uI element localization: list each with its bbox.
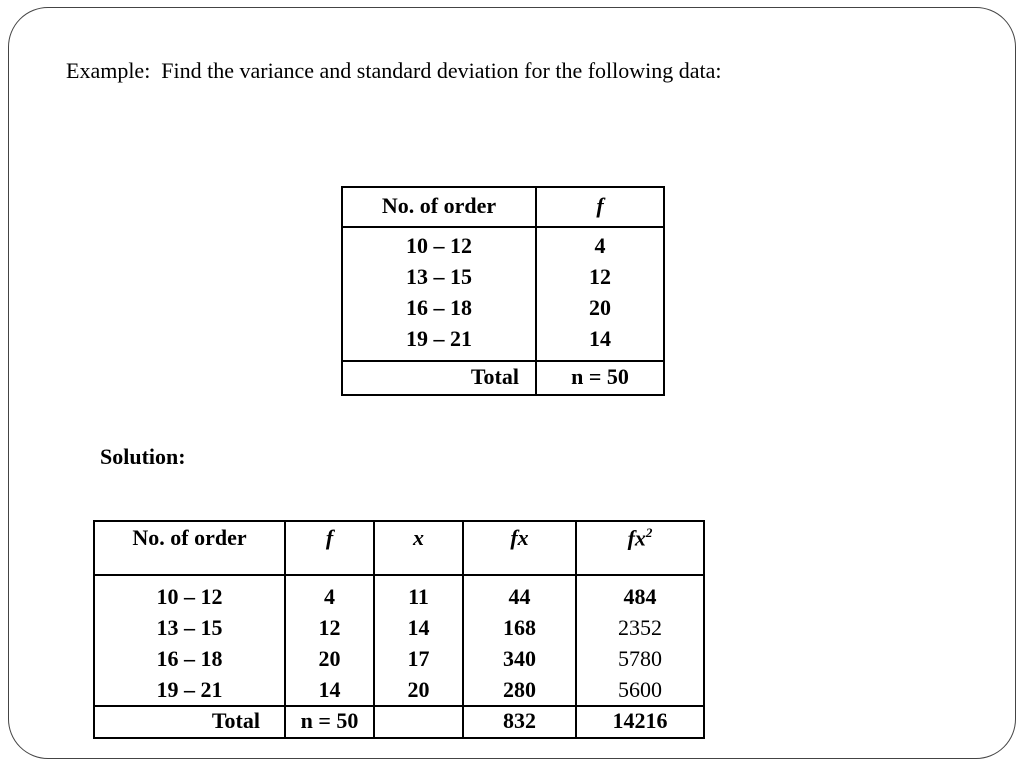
total-row <box>342 361 664 395</box>
f-cell: 12 <box>589 264 611 289</box>
total-f: n = 50 <box>285 706 374 738</box>
f-cell: 4 <box>324 584 335 609</box>
solution-table <box>93 520 705 739</box>
header-order: No. of order <box>342 187 536 227</box>
f-cell: 20 <box>318 646 341 671</box>
total-label: Total <box>94 706 285 738</box>
x-cell: 17 <box>407 646 430 671</box>
total-label: Total <box>342 361 536 395</box>
fx-cell: 44 <box>508 584 531 609</box>
fx-cell: 340 <box>503 646 536 671</box>
order-cell: 13 – 15 <box>156 615 223 640</box>
total-x <box>374 706 463 738</box>
table-row <box>342 227 664 361</box>
order-cell: 19 – 21 <box>406 326 472 351</box>
total-fx2: 14216 <box>576 706 704 738</box>
total-row <box>94 706 704 738</box>
header-fx2-exponent: 2 <box>645 525 653 540</box>
total-fx: 832 <box>463 706 576 738</box>
header-order: No. of order <box>94 521 285 575</box>
fx2-cell: 5600 <box>618 677 662 702</box>
x-cell: 11 <box>408 584 429 609</box>
header-x: x <box>374 521 463 575</box>
solution-label: Solution: <box>100 444 186 469</box>
order-cell: 10 – 12 <box>406 233 472 258</box>
f-cell: 12 <box>318 615 341 640</box>
f-cell: 14 <box>318 677 341 702</box>
order-cell: 19 – 21 <box>156 677 223 702</box>
x-cell: 14 <box>407 615 430 640</box>
fx2-cell: 2352 <box>618 615 662 640</box>
header-fx2 <box>576 521 704 575</box>
f-cell: 4 <box>594 233 606 258</box>
fx-cell: 168 <box>503 615 536 640</box>
order-cell: 16 – 18 <box>156 646 223 671</box>
header-fx: fx <box>463 521 576 575</box>
example-text: Example: Find the variance and standard deviation for the following data: <box>66 58 722 83</box>
order-cell: 16 – 18 <box>406 295 472 320</box>
order-cell: 13 – 15 <box>406 264 472 289</box>
order-cell: 10 – 12 <box>156 584 223 609</box>
header-f: f <box>536 187 664 227</box>
header-fx2-base: fx <box>627 525 646 551</box>
fx2-cell: 484 <box>623 584 657 609</box>
fx2-cell: 5780 <box>618 646 662 671</box>
header-f: f <box>285 521 374 575</box>
frequency-table <box>341 186 665 396</box>
f-cell: 14 <box>589 326 611 351</box>
total-f: n = 50 <box>536 361 664 395</box>
table-row <box>94 575 704 706</box>
x-cell: 20 <box>407 677 430 702</box>
fx-cell: 280 <box>503 677 536 702</box>
f-cell: 20 <box>589 295 611 320</box>
